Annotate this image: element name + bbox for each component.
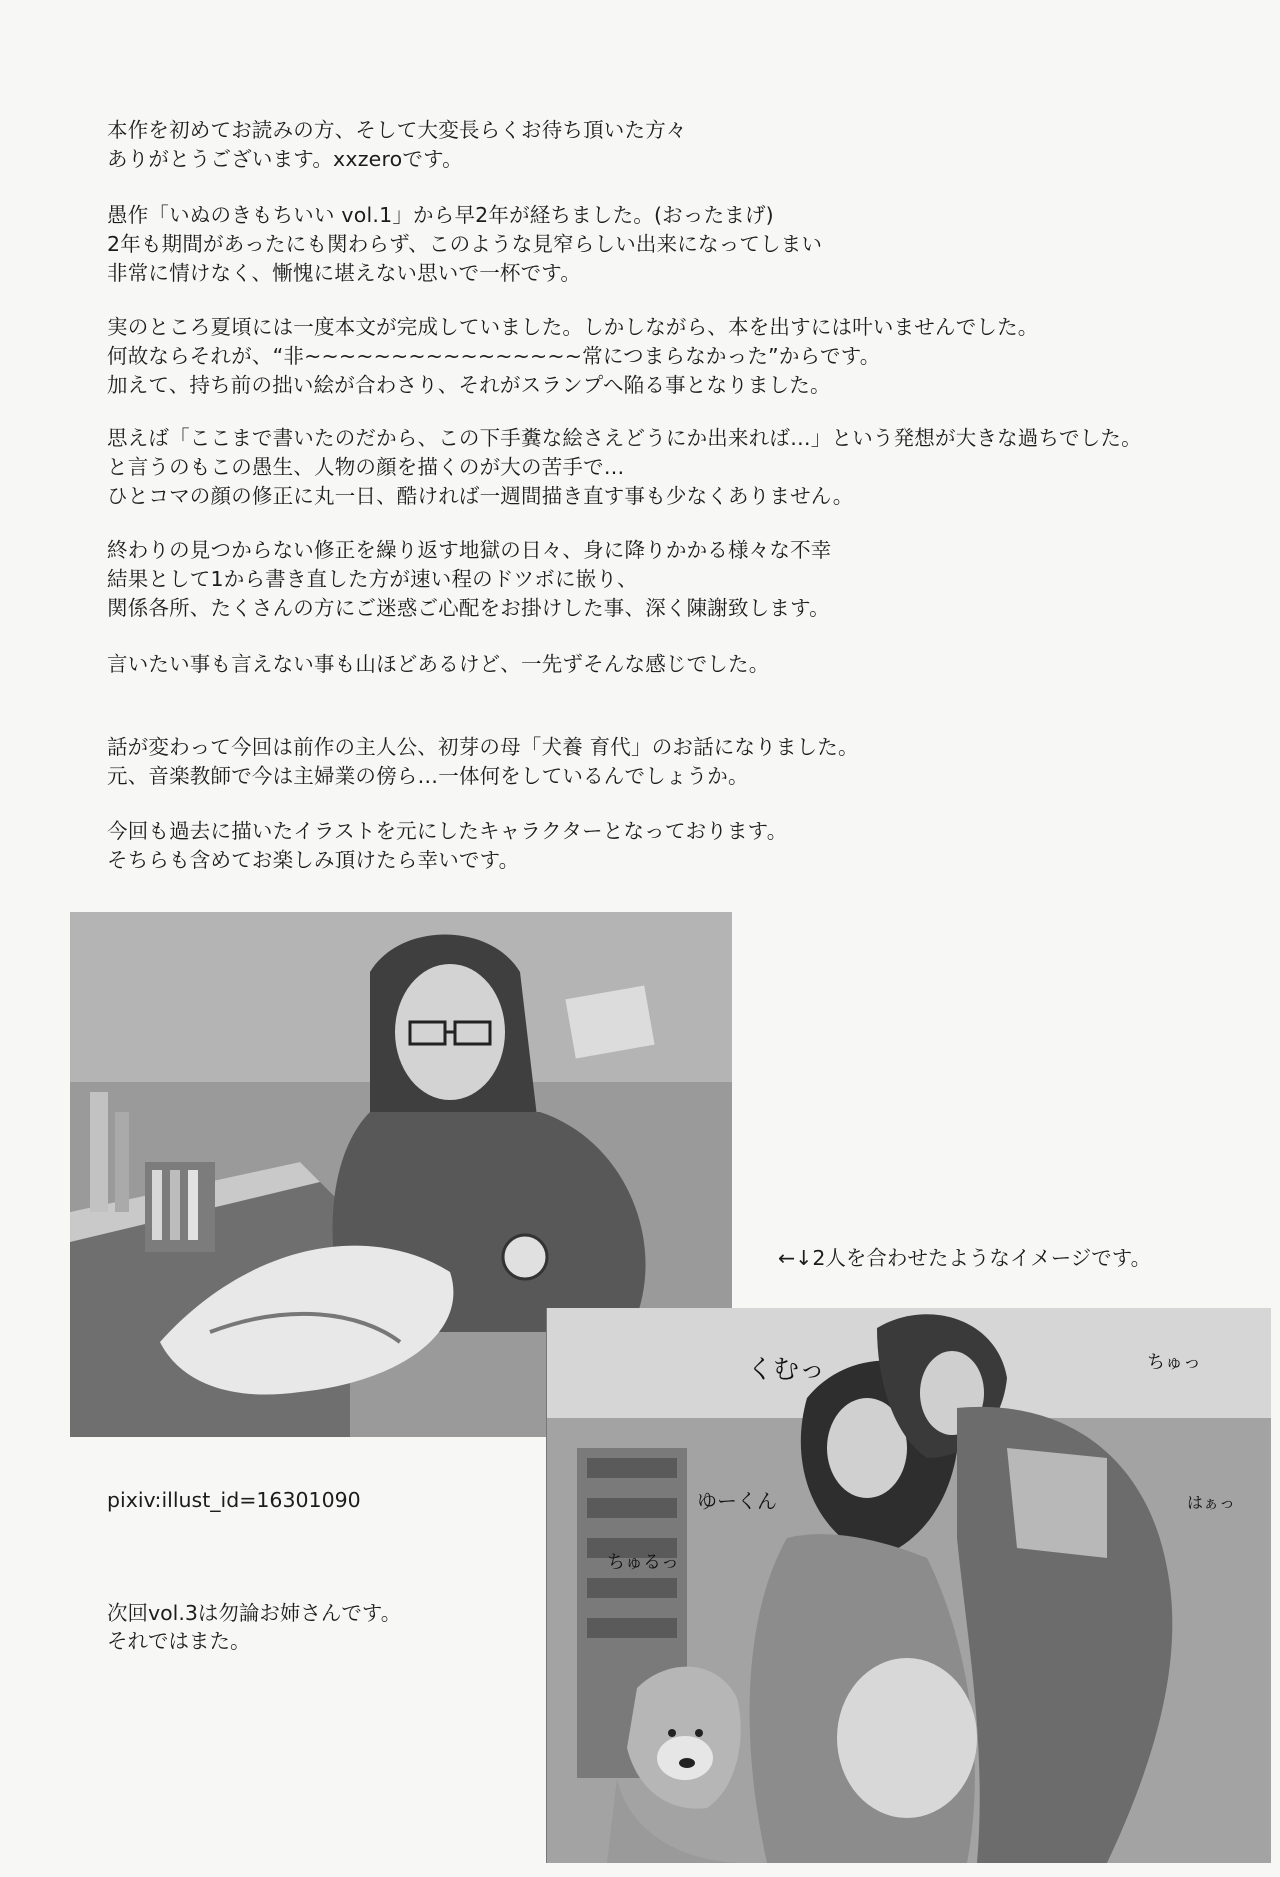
closing-note [107,1599,401,1655]
afterword-paragraph-1 [107,116,687,174]
afterword-paragraph-8 [107,817,787,875]
text-line: ありがとうございます。xxzeroです。 [107,147,463,171]
afterword-paragraph-2 [107,201,822,288]
afterword-paragraph-3 [107,313,1039,400]
text-line: 終わりの見つからない修正を繰り返す地獄の日々、身に降りかかる様々な不幸 [107,538,832,562]
artwork-lettering: くむっ [747,1355,826,1385]
text-line: 実のところ夏頃には一度本文が完成していました。しかしながら、本を出すには叶いませんでした。 [107,315,1039,339]
text-line: 話が変わって今回は前作の主人公、初芽の母「犬養 育代」のお話になりました。 [107,735,859,759]
text-line: 何故ならそれが、“非~~~~~~~~~~~~~~~~常につまらなかった”からです。 [107,344,881,368]
text-line: 次回vol.3は勿論お姉さんです。 [107,1601,402,1625]
text-line: 思えば「ここまで書いたのだから、この下手糞な絵さえどうにか出来れば…」という発想が大きな過ちでした。 [107,426,1142,450]
text-line: 言いたい事も言えない事も山ほどあるけど、一先ずそんな感じでした。 [107,652,770,676]
afterword-paragraph-6 [107,650,769,679]
image-note-caption: ←↓2人を合わせたようなイメージです。 [778,1246,1152,1270]
text-line: 加えて、持ち前の拙い絵が合わさり、それがスランプへ陥る事となりました。 [107,373,831,397]
artwork-lettering: ゆーくん [697,1489,777,1513]
text-line: ひとコマの顔の修正に丸一日、酷ければ一週間描き直す事も少なくありません。 [107,484,854,508]
text-line: 結果として1から書き直した方が速い程のドツボに嵌り、 [107,567,638,591]
afterword-paragraph-7 [107,733,859,791]
text-line: 元、音楽教師で今は主婦業の傍ら…一体何をしているんでしょうか。 [107,764,749,788]
afterword-paragraph-4 [107,424,1142,511]
text-line: 愚作「いぬのきもちいい vol.1」から早2年が経ちました。(おったまげ) [107,203,774,227]
pixiv-illust-id: pixiv:illust_id=16301090 [107,1488,361,1512]
text-line: 関係各所、たくさんの方にご迷惑ご心配をお掛けした事、深く陳謝致します。 [107,596,830,620]
text-line: 非常に情けなく、慚愧に堪えない思いで一杯です。 [107,261,582,285]
artwork-lettering: はぁっ [1187,1493,1236,1512]
illustration-right-art [547,1308,1271,1863]
text-line: 2年も期間があったにも関わらず、このような見窄らしい出来になってしまい [107,232,823,256]
text-line: それではまた。 [107,1629,251,1653]
text-line: 今回も過去に描いたイラストを元にしたキャラクターとなっております。 [107,819,788,843]
artwork-lettering: ちゅっ [1147,1352,1201,1373]
afterword-paragraph-5 [107,536,832,623]
text-line: そちらも含めてお楽しみ頂けたら幸いです。 [107,848,520,872]
illustration-couple-and-dog [546,1308,1271,1863]
artwork-lettering: ちゅるっ [607,1552,679,1573]
text-line: 本作を初めてお読みの方、そして大変長らくお待ち頂いた方々 [107,118,687,142]
text-line: と言うのもこの愚生、人物の顔を描くのが大の苦手で… [107,455,625,479]
